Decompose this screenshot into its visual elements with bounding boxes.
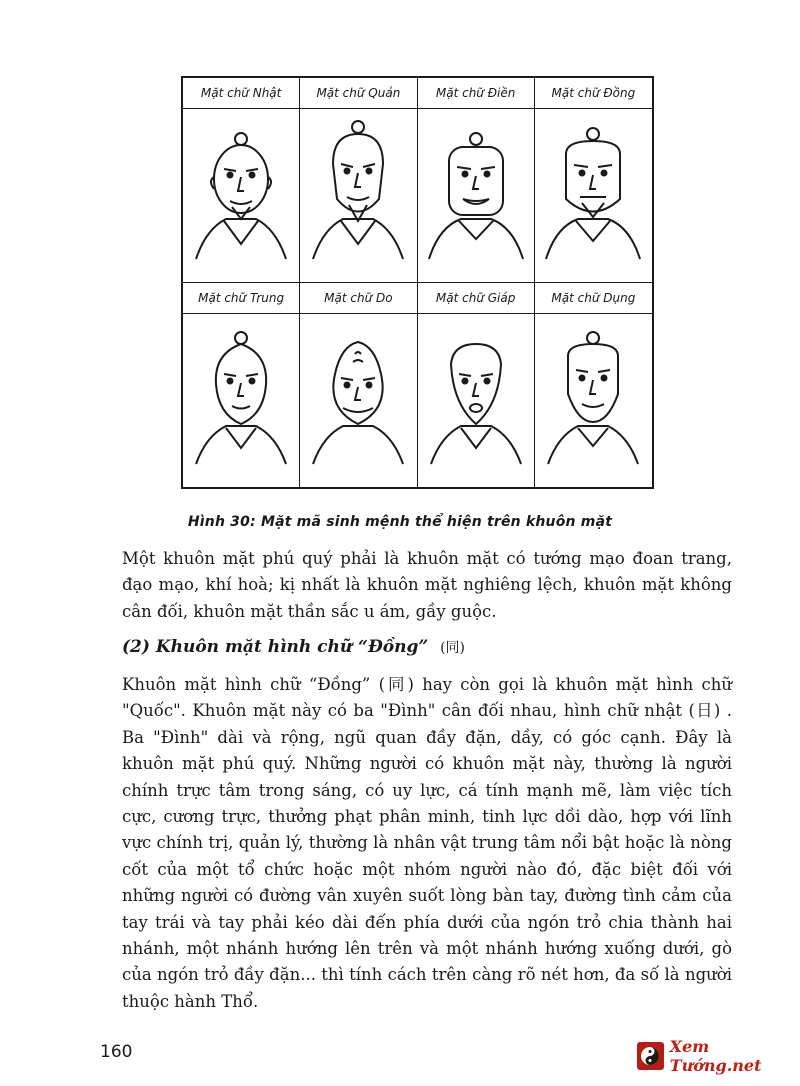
- face-cell: [418, 283, 535, 488]
- face-label: Mặt chữ Dụng: [535, 283, 652, 314]
- section-heading-cjk: (同): [440, 640, 466, 656]
- section-heading-text: (2) Khuôn mặt hình chữ “Đồng”: [122, 637, 429, 657]
- face-cell: [418, 78, 535, 283]
- face-cell: [183, 78, 300, 283]
- body-paragraph: Khuôn mặt hình chữ “Đồng” (同) hay còn gọi là khuôn mặt hình chữ "Quốc". Khuôn mặt này có ba "Đình" cân đối nhau, hình chữ nhật (日) . Ba "Đình" dài và rộng, ngũ quan đầy đặn, dầy, có góc cạnh. Đây là khuôn mặt phú quý. Những người có khuôn mặt này, thường là người chính trực tâm trong sáng, có uy lực, cá tính mạnh mẽ, làm việc tích cực, cương trực, thưởng phạt phân minh, tinh lực dồi dào, hợp với lĩnh vực chính trị, quản lý, thường là nhân vật trung tâm nổi bật hoặc là nòng cốt của một tổ chức hoặc một nhóm người nào đó, đặc biệt đối với những người có đường vân xuyên suốt lòng bàn tay, đường tình cảm của tay trái và tay phải kéo dài đến phía dưới của ngón trỏ chia thành hai nhánh, một nhánh hướng lên trên và một nhánh hướng xuống dưới, gò của ngón trỏ đầy đặn... thì tính cách trên càng rõ nét hơn, đa số là người thuộc hành Thổ.: [122, 675, 732, 1011]
- face-illustration: [186, 109, 296, 269]
- section-heading: [122, 637, 465, 657]
- yin-yang-icon: [637, 1042, 664, 1070]
- figure-caption: Hình 30: Mặt mã sinh mệnh thể hiện trên khuôn mặt: [187, 514, 613, 530]
- face-illustration: [421, 109, 531, 269]
- page-number: 160: [100, 1042, 133, 1062]
- face-illustration: [538, 109, 648, 269]
- face-illustration: [303, 109, 413, 269]
- body-paragraph: Một khuôn mặt phú quý phải là khuôn mặt có tướng mạo đoan trang, đạo mạo, khí hoà; kị nhất là khuôn mặt nghiêng lệch, khuôn mặt không cân đối, khuôn mặt thần sắc u ám, gầy guộc.: [122, 549, 732, 621]
- face-cell: [300, 78, 417, 283]
- face-label: Mặt chữ Giáp: [418, 283, 534, 314]
- face-cell: [300, 283, 417, 488]
- face-label: Mặt chữ Đồng: [535, 78, 652, 109]
- site-logo: [637, 1037, 800, 1075]
- face-illustration: [186, 314, 296, 474]
- face-shapes-figure: [181, 76, 654, 489]
- face-illustration: [303, 314, 413, 474]
- face-cell: [535, 78, 652, 283]
- logo-text: Xem Tướng.net: [669, 1037, 762, 1075]
- face-label: Mặt chữ Trung: [183, 283, 299, 314]
- face-label: Mặt chữ Nhật: [183, 78, 299, 109]
- face-illustration: [538, 314, 648, 474]
- face-illustration: [421, 314, 531, 474]
- face-label: Mặt chữ Điền: [418, 78, 534, 109]
- face-label: Mặt chữ Quản: [300, 78, 416, 109]
- face-cell: [535, 283, 652, 488]
- face-cell: [183, 283, 300, 488]
- face-label: Mặt chữ Do: [300, 283, 416, 314]
